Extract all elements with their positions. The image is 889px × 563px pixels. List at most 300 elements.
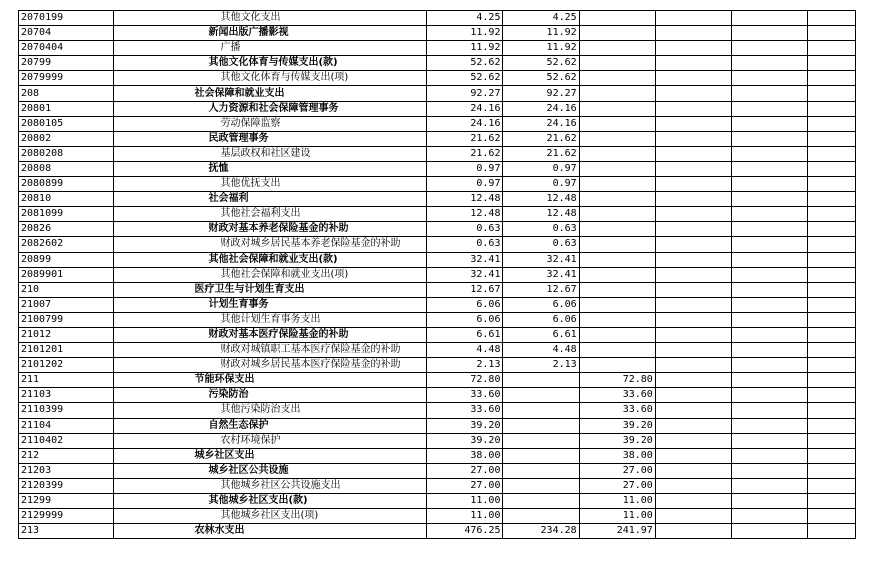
subject-name-cell xyxy=(114,418,427,433)
empty-cell xyxy=(808,131,856,146)
subject-name: 农村环境保护 xyxy=(220,434,281,446)
subject-name: 社会福利 xyxy=(208,193,249,205)
table-row xyxy=(19,41,856,56)
subject-name: 城乡社区公共设施 xyxy=(208,464,289,476)
project-expenditure-cell xyxy=(579,116,655,131)
table-row xyxy=(19,418,856,433)
subject-name: 其他城乡社区公共设施支出 xyxy=(220,479,341,491)
empty-cell xyxy=(655,327,731,342)
subject-name-cell xyxy=(114,192,427,207)
project-expenditure-cell xyxy=(579,86,655,101)
empty-cell xyxy=(808,373,856,388)
basic-expenditure-cell: 11.92 xyxy=(503,41,579,56)
subject-name-cell xyxy=(114,282,427,297)
empty-cell xyxy=(808,116,856,131)
empty-cell xyxy=(655,312,731,327)
total-cell: 12.48 xyxy=(427,192,503,207)
total-cell: 4.48 xyxy=(427,343,503,358)
empty-cell xyxy=(655,41,731,56)
empty-cell xyxy=(808,56,856,71)
total-cell: 12.48 xyxy=(427,207,503,222)
basic-expenditure-cell: 24.16 xyxy=(503,101,579,116)
subject-name-cell xyxy=(114,207,427,222)
total-cell: 0.63 xyxy=(427,237,503,252)
subject-name-cell xyxy=(114,237,427,252)
project-expenditure-cell xyxy=(579,267,655,282)
empty-cell xyxy=(808,388,856,403)
empty-cell xyxy=(732,71,808,86)
empty-cell xyxy=(732,297,808,312)
table-row xyxy=(19,373,856,388)
total-cell: 92.27 xyxy=(427,86,503,101)
empty-cell xyxy=(655,478,731,493)
empty-cell xyxy=(732,524,808,539)
empty-cell xyxy=(732,418,808,433)
table-row xyxy=(19,403,856,418)
project-expenditure-cell: 11.00 xyxy=(579,494,655,509)
subject-code-cell: 20810 xyxy=(19,192,114,207)
table-row xyxy=(19,524,856,539)
subject-code-cell: 2110399 xyxy=(19,403,114,418)
subject-name: 财政对基本养老保险基金的补助 xyxy=(208,223,349,235)
subject-code-cell: 20826 xyxy=(19,222,114,237)
subject-name-cell xyxy=(114,312,427,327)
empty-cell xyxy=(808,343,856,358)
project-expenditure-cell xyxy=(579,101,655,116)
total-cell: 11.92 xyxy=(427,26,503,41)
subject-name: 其他城乡社区支出(款) xyxy=(208,495,308,507)
project-expenditure-cell: 33.60 xyxy=(579,388,655,403)
basic-expenditure-cell: 6.06 xyxy=(503,297,579,312)
subject-name-cell xyxy=(114,524,427,539)
project-expenditure-cell: 39.20 xyxy=(579,418,655,433)
table-row xyxy=(19,252,856,267)
empty-cell xyxy=(732,146,808,161)
total-cell: 2.13 xyxy=(427,358,503,373)
empty-cell xyxy=(732,177,808,192)
empty-cell xyxy=(732,101,808,116)
subject-name: 劳动保障监察 xyxy=(220,117,281,129)
table-row xyxy=(19,388,856,403)
empty-cell xyxy=(808,433,856,448)
total-cell: 6.06 xyxy=(427,297,503,312)
project-expenditure-cell xyxy=(579,56,655,71)
empty-cell xyxy=(732,222,808,237)
subject-code-cell: 20799 xyxy=(19,56,114,71)
empty-cell xyxy=(808,267,856,282)
basic-expenditure-cell: 92.27 xyxy=(503,86,579,101)
subject-name: 广播 xyxy=(220,42,241,54)
empty-cell xyxy=(655,433,731,448)
subject-name: 节能环保支出 xyxy=(194,374,255,386)
empty-cell xyxy=(732,509,808,524)
empty-cell xyxy=(655,56,731,71)
subject-name-cell xyxy=(114,267,427,282)
subject-code-cell: 210 xyxy=(19,282,114,297)
table-row xyxy=(19,146,856,161)
empty-cell xyxy=(655,177,731,192)
project-expenditure-cell xyxy=(579,343,655,358)
table-row xyxy=(19,358,856,373)
basic-expenditure-cell: 32.41 xyxy=(503,252,579,267)
table-row xyxy=(19,116,856,131)
subject-name: 城乡社区支出 xyxy=(194,449,255,461)
subject-name: 其他污染防治支出 xyxy=(220,404,301,416)
empty-cell xyxy=(655,116,731,131)
basic-expenditure-cell: 12.48 xyxy=(503,207,579,222)
empty-cell xyxy=(808,463,856,478)
subject-code-cell: 21007 xyxy=(19,297,114,312)
basic-expenditure-cell: 0.97 xyxy=(503,177,579,192)
subject-name-cell xyxy=(114,71,427,86)
empty-cell xyxy=(732,403,808,418)
basic-expenditure-cell: 6.61 xyxy=(503,327,579,342)
total-cell: 6.61 xyxy=(427,327,503,342)
subject-code-cell: 2079999 xyxy=(19,71,114,86)
empty-cell xyxy=(655,222,731,237)
empty-cell xyxy=(732,192,808,207)
empty-cell xyxy=(655,373,731,388)
subject-name-cell xyxy=(114,358,427,373)
empty-cell xyxy=(808,71,856,86)
subject-code-cell: 2101202 xyxy=(19,358,114,373)
table-row xyxy=(19,56,856,71)
subject-name-cell xyxy=(114,494,427,509)
subject-name: 其他城乡社区支出(项) xyxy=(220,510,319,522)
subject-code-cell: 2120399 xyxy=(19,478,114,493)
subject-name: 新闻出版广播影视 xyxy=(208,27,289,39)
empty-cell xyxy=(655,146,731,161)
table-row xyxy=(19,312,856,327)
subject-code-cell: 21012 xyxy=(19,327,114,342)
subject-name-cell xyxy=(114,131,427,146)
empty-cell xyxy=(655,509,731,524)
empty-cell xyxy=(655,161,731,176)
empty-cell xyxy=(655,237,731,252)
subject-name-cell xyxy=(114,433,427,448)
basic-expenditure-cell: 52.62 xyxy=(503,71,579,86)
subject-code-cell: 2101201 xyxy=(19,343,114,358)
empty-cell xyxy=(732,131,808,146)
subject-name: 其他优抚支出 xyxy=(220,178,281,190)
total-cell: 0.97 xyxy=(427,161,503,176)
project-expenditure-cell xyxy=(579,131,655,146)
subject-name: 计划生育事务 xyxy=(208,298,269,310)
empty-cell xyxy=(808,524,856,539)
subject-name-cell xyxy=(114,388,427,403)
subject-name-cell xyxy=(114,146,427,161)
empty-cell xyxy=(808,161,856,176)
basic-expenditure-cell: 6.06 xyxy=(503,312,579,327)
empty-cell xyxy=(655,131,731,146)
empty-cell xyxy=(732,237,808,252)
empty-cell xyxy=(808,146,856,161)
basic-expenditure-cell: 4.48 xyxy=(503,343,579,358)
total-cell: 32.41 xyxy=(427,267,503,282)
basic-expenditure-cell: 0.63 xyxy=(503,237,579,252)
total-cell: 39.20 xyxy=(427,418,503,433)
basic-expenditure-cell: 52.62 xyxy=(503,56,579,71)
project-expenditure-cell: 38.00 xyxy=(579,448,655,463)
table-row xyxy=(19,101,856,116)
total-cell: 4.25 xyxy=(427,11,503,26)
total-cell: 0.63 xyxy=(427,222,503,237)
subject-name: 抚恤 xyxy=(208,162,229,174)
project-expenditure-cell xyxy=(579,41,655,56)
basic-expenditure-cell xyxy=(503,463,579,478)
subject-name: 财政对城乡居民基本养老保险基金的补助 xyxy=(220,238,401,250)
table-row xyxy=(19,222,856,237)
project-expenditure-cell xyxy=(579,282,655,297)
total-cell: 11.00 xyxy=(427,509,503,524)
empty-cell xyxy=(808,312,856,327)
subject-name-cell xyxy=(114,448,427,463)
total-cell: 12.67 xyxy=(427,282,503,297)
total-cell: 27.00 xyxy=(427,478,503,493)
subject-name-cell xyxy=(114,116,427,131)
empty-cell xyxy=(655,524,731,539)
subject-name-cell xyxy=(114,373,427,388)
subject-code-cell: 21299 xyxy=(19,494,114,509)
empty-cell xyxy=(808,222,856,237)
subject-name-cell xyxy=(114,177,427,192)
subject-code-cell: 2070404 xyxy=(19,41,114,56)
empty-cell xyxy=(732,494,808,509)
subject-name: 农林水支出 xyxy=(194,525,245,537)
empty-cell xyxy=(732,41,808,56)
subject-name: 其他文化支出 xyxy=(220,12,281,24)
empty-cell xyxy=(655,192,731,207)
basic-expenditure-cell xyxy=(503,403,579,418)
basic-expenditure-cell: 0.97 xyxy=(503,161,579,176)
total-cell: 21.62 xyxy=(427,131,503,146)
subject-code-cell: 2080899 xyxy=(19,177,114,192)
subject-code-cell: 21203 xyxy=(19,463,114,478)
empty-cell xyxy=(655,26,731,41)
subject-name-cell xyxy=(114,463,427,478)
basic-expenditure-cell: 24.16 xyxy=(503,116,579,131)
empty-cell xyxy=(808,282,856,297)
empty-cell xyxy=(732,56,808,71)
project-expenditure-cell xyxy=(579,207,655,222)
basic-expenditure-cell xyxy=(503,373,579,388)
empty-cell xyxy=(732,161,808,176)
empty-cell xyxy=(655,403,731,418)
subject-code-cell: 21104 xyxy=(19,418,114,433)
project-expenditure-cell: 241.97 xyxy=(579,524,655,539)
total-cell: 0.97 xyxy=(427,177,503,192)
subject-name: 人力资源和社会保障管理事务 xyxy=(208,102,339,114)
total-cell: 33.60 xyxy=(427,388,503,403)
subject-name-cell xyxy=(114,26,427,41)
empty-cell xyxy=(808,448,856,463)
budget-table xyxy=(18,10,856,539)
project-expenditure-cell xyxy=(579,237,655,252)
subject-code-cell: 208 xyxy=(19,86,114,101)
subject-code-cell: 2089901 xyxy=(19,267,114,282)
empty-cell xyxy=(808,41,856,56)
empty-cell xyxy=(732,26,808,41)
project-expenditure-cell xyxy=(579,252,655,267)
empty-cell xyxy=(732,478,808,493)
empty-cell xyxy=(655,11,731,26)
total-cell: 72.80 xyxy=(427,373,503,388)
basic-expenditure-cell: 12.67 xyxy=(503,282,579,297)
empty-cell xyxy=(808,509,856,524)
total-cell: 52.62 xyxy=(427,56,503,71)
empty-cell xyxy=(732,267,808,282)
basic-expenditure-cell xyxy=(503,509,579,524)
subject-name-cell xyxy=(114,56,427,71)
empty-cell xyxy=(655,343,731,358)
basic-expenditure-cell: 234.28 xyxy=(503,524,579,539)
table-row xyxy=(19,478,856,493)
basic-expenditure-cell: 32.41 xyxy=(503,267,579,282)
subject-name: 其他社会保障和就业支出(款) xyxy=(208,253,338,265)
subject-code-cell: 213 xyxy=(19,524,114,539)
table-row xyxy=(19,86,856,101)
subject-name: 污染防治 xyxy=(208,389,249,401)
subject-name-cell xyxy=(114,101,427,116)
empty-cell xyxy=(732,358,808,373)
project-expenditure-cell xyxy=(579,161,655,176)
project-expenditure-cell: 39.20 xyxy=(579,433,655,448)
total-cell: 476.25 xyxy=(427,524,503,539)
subject-name-cell xyxy=(114,41,427,56)
table-row xyxy=(19,267,856,282)
subject-name-cell xyxy=(114,403,427,418)
subject-code-cell: 20801 xyxy=(19,101,114,116)
empty-cell xyxy=(808,177,856,192)
basic-expenditure-cell xyxy=(503,418,579,433)
empty-cell xyxy=(655,297,731,312)
empty-cell xyxy=(808,418,856,433)
subject-name-cell xyxy=(114,509,427,524)
table-row xyxy=(19,433,856,448)
empty-cell xyxy=(655,388,731,403)
empty-cell xyxy=(655,86,731,101)
empty-cell xyxy=(732,373,808,388)
empty-cell xyxy=(808,207,856,222)
subject-code-cell: 20802 xyxy=(19,131,114,146)
table-row xyxy=(19,11,856,26)
table-row xyxy=(19,192,856,207)
subject-name-cell xyxy=(114,11,427,26)
table-row xyxy=(19,282,856,297)
subject-code-cell: 2110402 xyxy=(19,433,114,448)
subject-code-cell: 211 xyxy=(19,373,114,388)
empty-cell xyxy=(655,252,731,267)
empty-cell xyxy=(732,11,808,26)
table-row xyxy=(19,177,856,192)
empty-cell xyxy=(655,463,731,478)
table-row xyxy=(19,509,856,524)
project-expenditure-cell xyxy=(579,327,655,342)
empty-cell xyxy=(655,267,731,282)
subject-name: 财政对基本医疗保险基金的补助 xyxy=(208,329,349,341)
empty-cell xyxy=(655,101,731,116)
subject-code-cell: 21103 xyxy=(19,388,114,403)
project-expenditure-cell: 72.80 xyxy=(579,373,655,388)
subject-name: 财政对城乡居民基本医疗保险基金的补助 xyxy=(220,359,401,371)
empty-cell xyxy=(808,403,856,418)
project-expenditure-cell: 27.00 xyxy=(579,478,655,493)
subject-name: 其他文化体育与传媒支出(款) xyxy=(208,57,338,69)
subject-name-cell xyxy=(114,222,427,237)
empty-cell xyxy=(808,26,856,41)
empty-cell xyxy=(808,358,856,373)
subject-name: 民政管理事务 xyxy=(208,132,269,144)
subject-name-cell xyxy=(114,252,427,267)
project-expenditure-cell: 27.00 xyxy=(579,463,655,478)
subject-code-cell: 2100799 xyxy=(19,312,114,327)
total-cell: 6.06 xyxy=(427,312,503,327)
empty-cell xyxy=(732,463,808,478)
basic-expenditure-cell: 21.62 xyxy=(503,146,579,161)
empty-cell xyxy=(808,297,856,312)
basic-expenditure-cell xyxy=(503,433,579,448)
empty-cell xyxy=(655,358,731,373)
total-cell: 32.41 xyxy=(427,252,503,267)
subject-name: 社会保障和就业支出 xyxy=(194,87,285,99)
empty-cell xyxy=(732,433,808,448)
project-expenditure-cell: 11.00 xyxy=(579,509,655,524)
subject-code-cell: 2070199 xyxy=(19,11,114,26)
subject-code-cell: 2080105 xyxy=(19,116,114,131)
subject-code-cell: 20808 xyxy=(19,161,114,176)
empty-cell xyxy=(732,116,808,131)
total-cell: 21.62 xyxy=(427,146,503,161)
project-expenditure-cell: 33.60 xyxy=(579,403,655,418)
subject-name-cell xyxy=(114,343,427,358)
project-expenditure-cell xyxy=(579,297,655,312)
table-row xyxy=(19,161,856,176)
subject-code-cell: 2129999 xyxy=(19,509,114,524)
project-expenditure-cell xyxy=(579,358,655,373)
project-expenditure-cell xyxy=(579,26,655,41)
empty-cell xyxy=(732,388,808,403)
empty-cell xyxy=(655,494,731,509)
subject-code-cell: 20899 xyxy=(19,252,114,267)
project-expenditure-cell xyxy=(579,177,655,192)
basic-expenditure-cell xyxy=(503,478,579,493)
empty-cell xyxy=(808,237,856,252)
subject-code-cell: 2082602 xyxy=(19,237,114,252)
project-expenditure-cell xyxy=(579,146,655,161)
empty-cell xyxy=(655,71,731,86)
empty-cell xyxy=(732,312,808,327)
basic-expenditure-cell: 21.62 xyxy=(503,131,579,146)
subject-name: 医疗卫生与计划生育支出 xyxy=(194,283,305,295)
table-row xyxy=(19,131,856,146)
table-row xyxy=(19,463,856,478)
empty-cell xyxy=(732,252,808,267)
empty-cell xyxy=(808,101,856,116)
subject-name-cell xyxy=(114,161,427,176)
project-expenditure-cell xyxy=(579,192,655,207)
subject-code-cell: 2081099 xyxy=(19,207,114,222)
basic-expenditure-cell: 4.25 xyxy=(503,11,579,26)
subject-code-cell: 2080208 xyxy=(19,146,114,161)
basic-expenditure-cell: 11.92 xyxy=(503,26,579,41)
basic-expenditure-cell xyxy=(503,448,579,463)
subject-name: 其他社会福利支出 xyxy=(220,208,301,220)
empty-cell xyxy=(808,11,856,26)
subject-code-cell: 212 xyxy=(19,448,114,463)
table-body xyxy=(19,11,856,539)
table-row xyxy=(19,448,856,463)
project-expenditure-cell xyxy=(579,71,655,86)
